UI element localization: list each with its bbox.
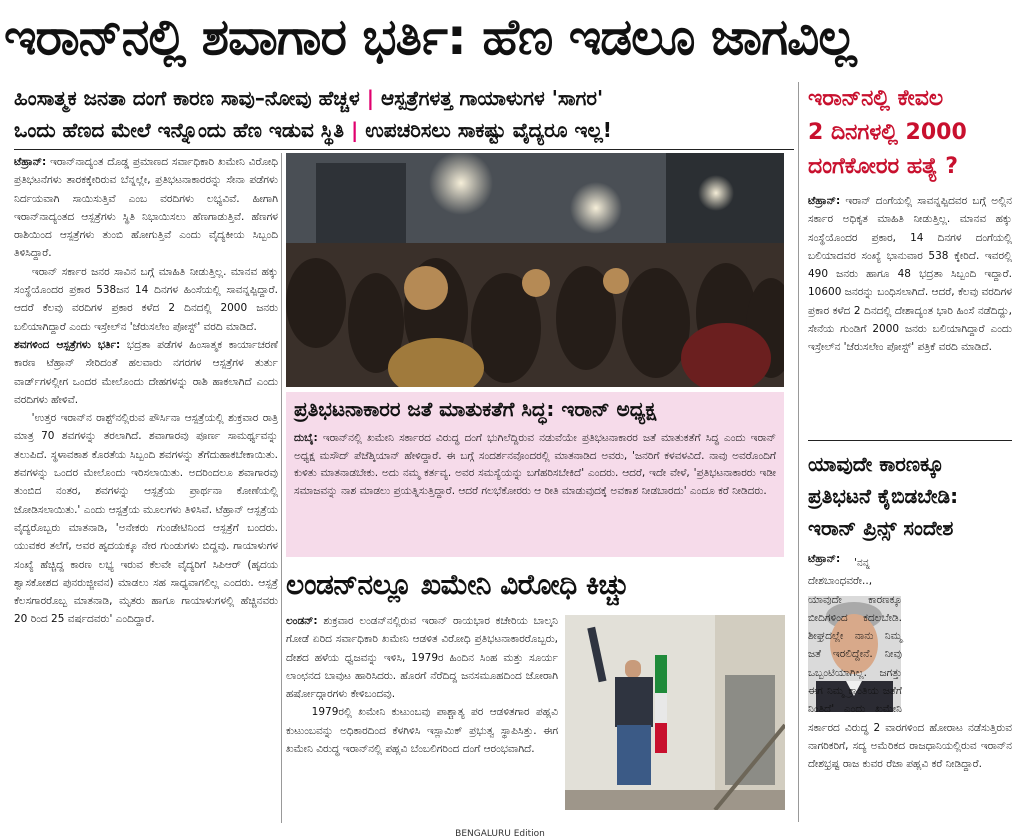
london-p1: ಶುಕ್ರವಾರ ಲಂಡನ್‌ನಲ್ಲಿರುವ ಇರಾನ್ ರಾಯಭಾರ ಕಚೇರಿಯ ಬಾಲ್ಕನಿ ಗೋಡೆ ಏರಿದ ಸರ್ವಾಧಿಕಾರಿ ಖಮೇನಿ ಆಡಳಿತ ವಿರೋಧಿ ಪ್ರತಿಭಟನಾಕಾರರೊಬ್ಬರು, ದೇಶದ ಹಳೆಯ ಧ್ವಜವನ್ನು ಇಳಿಸಿ, 1979ರ ಹಿಂದಿನ ಸಿಂಹ ಮತ್ತು ಸೂರ್ಯ ಲಾಂಛನದ ಬಾವುಟ ಹಾರಿಸಿದರು. ಹೊರಗೆ ನೆರೆದಿದ್ದ ಜನಸಮೂಹದಿಂದ ಜೋರಾಗಿ ಹರ್ಷೋದ್ಗಾರಗಳು ಕೇಳಿಬಂದವು. — [286, 615, 558, 701]
deck-separator: | — [350, 118, 359, 142]
main-headline: ಇರಾನ್‌ನಲ್ಲಿ ಶವಾಗಾರ ಭರ್ತಿ: ಹೆಣ ಇಡಲೂ ಜಾಗವಿಲ್ಲ — [4, 8, 856, 66]
embassy-protest-illustration — [565, 615, 785, 810]
london-p2: 1979ರಲ್ಲಿ ಖಮೇನಿ ಕುಟುಂಬವು ಪಾಶ್ಚಾತ್ಯ ಪರ ಆಡಳಿತಗಾರ ಪಹ್ಲವಿ ಕುಟುಂಬವನ್ನು ಅಧಿಕಾರದಿಂದ ಕೆಳಗಿಳಿಸಿ ಇಸ್ಲಾಮಿಕ್ ಪ್ರಭುತ್ವ ಸ್ಥಾಪಿಸಿತ್ತು. ಈಗ ಖಮೇನಿ ವಿರುದ್ಧ ಇರಾನ್‌ನಲ್ಲಿ ಪಹ್ಲವಿ ಬೆಂಬಲಿಗರಿಂದ ದಂಗೆ ಆರಂಭವಾಗಿದೆ. — [286, 706, 558, 756]
embassy-protest-photo — [565, 615, 785, 810]
sidebar-top-headline-line1: ಇರಾನ್‌ನಲ್ಲಿ ಕೇವಲ — [808, 86, 944, 111]
deck-line-2b: ಉಪಚರಿಸಲು ಸಾಕಷ್ಟು ವೈದ್ಯರೂ ಇಲ್ಲ! — [365, 118, 612, 142]
sidebar-divider — [798, 82, 799, 822]
sidebar-bottom-dateline: ಟೆಹ್ರಾನ್: — [808, 553, 841, 565]
main-article-p1: ಇರಾನ್‌ನಾದ್ಯಂತ ದೊಡ್ಡ ಪ್ರಮಾಣದ ಸರ್ವಾಧಿಕಾರಿ ಖಮೇನಿ ವಿರೋಧಿ ಪ್ರತಿಭಟನೆಗಳು ತಾರಕಕ್ಕೇರಿರುವ ಬೆನ್ನಲ್ಲೇ, ಪ್ರತಿಭಟನಾಕಾರರನ್ನು ಸೇನಾ ಪಡೆಗಳು ನಿರ್ದಯವಾಗಿ ಸಾಯಿಸುತ್ತಿವೆ ಎಂಬ ವರದಿಗಳು ಲಭ್ಯವಿವೆ. ಹೀಗಾಗಿ ಇರಾನ್‌ನಾದ್ಯಂತದ ಆಸ್ಪತ್ರೆಗಳು ಸ್ಥಿತಿ ನಿಭಾಯಿಸಲು ಹೆಣಗಾಡುತ್ತಿವೆ. ಹೆಣಗಳ ರಾಶಿಯಿಂದ ಆಸ್ಪತ್ರೆಗಳು ತುಂಬಿ ಹೋಗುತ್ತಿವೆ ಎಂದು ವೈದ್ಯಕೀಯ ಸಿಬ್ಬಂದಿ ತಿಳಿಸಿದ್ದಾರೆ. — [14, 156, 278, 260]
sidebar-rule — [808, 440, 1012, 441]
box-dateline: ದುಬೈ: — [294, 432, 318, 444]
sidebar-bottom-headline-line1: ಯಾವುದೇ ಕಾರಣಕ್ಕೂ — [808, 452, 944, 476]
deck-line-2a: ಒಂದು ಹೆಣದ ಮೇಲೆ ಇನ್ನೊಂದು ಹೆಣ ಇಡುವ ಸ್ಥಿತಿ — [14, 118, 344, 142]
deck-line-1b: ಆಸ್ಪತ್ರೆಗಳತ್ತ ಗಾಯಾಳುಗಳ 'ಸಾಗರ' — [380, 86, 604, 110]
main-article-column — [14, 153, 278, 829]
main-article-p2: ಇರಾನ್ ಸರ್ಕಾರ ಜನರ ಸಾವಿನ ಬಗ್ಗೆ ಮಾಹಿತಿ ನೀಡುತ್ತಿಲ್ಲ. ಮಾನವ ಹಕ್ಕು ಸಂಸ್ಥೆಯೊಂದರ ಪ್ರಕಾರ 538ಜನ 14 ದಿನಗಳ ಹಿಂಸೆಯಲ್ಲಿ ಸಾವನ್ನಪ್ಪಿದ್ದಾರೆ. ಆದರೆ ಕೆಲವು ವರದಿಗಳ ಪ್ರಕಾರ ಕಳೆದ 2 ದಿನದಲ್ಲಿ 2000 ಜನರು ಬಲಿಯಾಗಿದ್ದಾರೆ ಎಂದು ಇಸ್ರೇಲ್‌ನ 'ಜೆರುಸಲೇಂ ಪೋಸ್ಟ್' ವರದಿ ಮಾಡಿದೆ. — [14, 265, 278, 333]
deck-separator: | — [366, 86, 375, 110]
sidebar-top-headline-line3: ದಂಗೆಕೋರರ ಹತ್ಯೆ ? — [808, 154, 959, 179]
sidebar-top-article — [808, 192, 1012, 432]
sidebar-top-dateline: ಟೆಹ್ರಾನ್: — [808, 195, 841, 207]
sidebar-bottom-article — [808, 554, 1012, 824]
box-title: ಪ್ರತಿಭಟನಾಕಾರರ ಜತೆ ಮಾತುಕತೆಗೆ ಸಿದ್ಧ: ಇರಾನ್ ಅಧ್ಯಕ್ಷ — [294, 397, 657, 421]
london-article — [286, 612, 558, 824]
sidebar-bottom-headline — [808, 448, 1020, 548]
main-article-p3: ಭದ್ರತಾ ಪಡೆಗಳ ಹಿಂಸಾತ್ಮಕ ಕಾರ್ಯಾಚರಣೆ ಕಾರಣ ಟೆಹ್ರಾನ್ ಸೇರಿದಂತೆ ಹಲವಾರು ನಗರಗಳ ಆಸ್ಪತ್ರೆಗಳ ತುರ್ತು ವಾರ್ಡ್‌ಗಳಲ್ಲೀಗ ಒಂದರ ಮೇಲೊಂದು ದೇಹಗಳನ್ನು ರಾಶಿ ಹಾಕಲಾಗಿದೆ ಎಂದು ವರದಿಗಳು ಹೇಳಿವೆ. — [14, 338, 278, 406]
deck-line-1 — [14, 82, 804, 114]
sidebar-top-headline-line2: 2 ದಿನಗಳಲ್ಲಿ 2000 — [808, 120, 967, 145]
deck-line-1a: ಹಿಂಸಾತ್ಮಕ ಜನತಾ ದಂಗೆ ಕಾರಣ ಸಾವು–ನೋವು ಹೆಚ್ಚಳ — [14, 86, 360, 110]
sidebar-top-body: ಇರಾನ್ ದಂಗೆಯಲ್ಲಿ ಸಾವನ್ನಪ್ಪಿದವರ ಬಗ್ಗೆ ಅಲ್ಲಿನ ಸರ್ಕಾರ ಅಧಿಕೃತ ಮಾಹಿತಿ ನೀಡುತ್ತಿಲ್ಲ. ಮಾನವ ಹಕ್ಕು ಸಂಸ್ಥೆಯೊಂದರ ಪ್ರಕಾರ, 14 ದಿನಗಳ ದಂಗೆಯಲ್ಲಿ ಬಲಿಯಾದವರ ಸಂಖ್ಯೆ ಭಾನುವಾರ 538 ಕ್ಕೇರಿದೆ. ಇವರಲ್ಲಿ 490 ಜನರು ಹಾಗೂ 48 ಭದ್ರತಾ ಸಿಬ್ಬಂದಿ ಇದ್ದಾರೆ. 10600 ಜನರನ್ನು ಬಂಧಿಸಲಾಗಿದೆ. ಆದರೆ, ಕೆಲವು ವರದಿಗಳ ಪ್ರಕಾರ ಕಳೆದ 2 ದಿನದಲ್ಲಿ ದೇಶಾದ್ಯಂತ ಭಾರಿ ಹಿಂಸೆ ನಡೆದಿದ್ದು, ಸೇನೆಯ ಗುಂಡಿಗೆ 2000 ಜನರು ಬಲಿಯಾಗಿದ್ದಾರೆ ಎಂದು ಇಸ್ರೇಲ್‌ನ 'ಜೆರುಸಲೇಂ ಪೋಸ್ಟ್' ಪತ್ರಿಕೆ ವರದಿ ಮಾಡಿದೆ. — [808, 195, 1012, 354]
crowd-photo-illustration — [286, 153, 784, 387]
sidebar-bottom-headline-line2: ಪ್ರತಿಭಟನೆ ಕೈಬಿಡಬೇಡಿ: — [808, 484, 959, 508]
sidebar-top-headline — [808, 82, 1020, 192]
main-article-p4: 'ಉತ್ತರ ಇರಾನ್‌ನ ರಾಶ್ಟ್‌ನಲ್ಲಿರುವ ಪೌರ್ಸಿನಾ ಆಸ್ಪತ್ರೆಯಲ್ಲಿ ಶುಕ್ರವಾರ ರಾತ್ರಿ ಮಾತ್ರ 70 ಶವಗಳನ್ನು ತರಲಾಗಿದೆ. ಶವಾಗಾರವು ಪೂರ್ಣ ಸಾಮರ್ಥ್ಯವನ್ನು ತಲುಪಿದೆ. ಸ್ಥಳಾವಕಾಶ ಕೊರತೆಯ ಸಿಬ್ಬಂದಿ ಶವಗಳನ್ನು ತೆಗೆದುಹಾಕಬೇಕಾಯಿತು. ಶವಗಳನ್ನು ಒಂದರ ಮೇಲೊಂದು ಇರಿಸಲಾಯಿತು. ಅದರಿಂದಲೂ ಶವಾಗಾರವು ತುಂಬಿದ ನಂತರ, ಶವಗಳನ್ನು ಆಸ್ಪತ್ರೆಯ ಪ್ರಾರ್ಥನಾ ಕೋಣೆಯಲ್ಲಿ ಜೋಡಿಸಲಾಯಿತು.' ಎಂದು ಆಸ್ಪತ್ರೆಯ ಮೂಲಗಳು ತಿಳಿಸಿವೆ. ಟೆಹ್ರಾನ್ ಆಸ್ಪತ್ರೆಯ ವೈದ್ಯರೊಬ್ಬರು ಮಾತನಾಡಿ, 'ಅನೇಕರು ಗುಂಡೇಟಿನಿಂದ ಆಸ್ಪತ್ರೆಗೆ ಬಂದರು. ಯುವಕರ ತಲೆಗೆ, ಅವರ ಹೃದಯಕ್ಕೂ ನೇರ ಗುಂಡುಗಳು ಬಿದ್ದವು. ಗಾಯಾಳುಗಳ ಸಂಖ್ಯೆ ಹೆಚ್ಚಿದ್ದ ಕಾರಣ ಲಭ್ಯ ಇರುವ ಕೆಲವೇ ವೈದ್ಯರಿಗೆ ಸಿಪಿಆರ್ (ಹೃದಯ ಶ್ವಾಸಕೋಶದ ಪುನರುಜ್ಜೀವನ) ಮಾಡಲು ಸಹ ಸಾಧ್ಯವಾಗಲಿಲ್ಲ ಎಂದರು. ಆಸ್ಪತ್ರೆ ಕೆಲಸಗಾರರೊಬ್ಬ ಮಾತನಾಡಿ, ಮೃತರು ಹಾಗೂ ಗಾಯಾಳುಗಳಲ್ಲಿ ಹೆಚ್ಚಿನವರು 20 ರಿಂದ 25 ವರ್ಷದವರು' ಎಂದಿದ್ದಾರೆ. — [14, 412, 278, 626]
subhead-lead: ಶವಗಳಿಂದ ಆಸ್ಪತ್ರೆಗಳು ಭರ್ತಿ: — [14, 338, 121, 351]
president-talks-box — [286, 392, 784, 557]
deck-rule — [14, 149, 794, 150]
column-divider — [281, 153, 282, 823]
edition-footer: BENGALURU Edition — [455, 829, 545, 839]
box-body — [286, 426, 784, 504]
dateline: ಟೆಹ್ರಾನ್: — [14, 156, 47, 168]
london-headline: ಲಂಡನ್‌ನಲ್ಲೂ ಖಮೇನಿ ವಿರೋಧಿ ಕಿಚ್ಚು — [286, 568, 629, 601]
sidebar-bottom-body: 'ನನ್ನ ದೇಶಬಾಂಧವರೇ.., ಯಾವುದೇ ಕಾರಣಕ್ಕೂ ಬೀದಿಗಳಿಂದ ಕದಲಬೇಡಿ. ಶೀಘ್ರದಲ್ಲೇ ನಾನು ನಿಮ್ಮ ಜತೆ ಇರಲಿದ್ದೇನೆ. ನೀವು ಒಬ್ಬಂಟಿಯಾಗಿಲ್ಲ. ಜಗತ್ತು ಈಗ ನಿಮ್ಮ ಕ್ರಾಂತಿಯ ಜತೆಗೆ ನಿಂತಿದೆ' ಎಂದು ಖಮೇನಿ ಸರ್ಕಾರದ ವಿರುದ್ಧ 2 ವಾರಗಳಿಂದ ಹೋರಾಟ ನಡೆಸುತ್ತಿರುವ ನಾಗರಿಕರಿಗೆ, ಸದ್ಯ ಅಮೆರಿಕದ ರಾಜಧಾನಿಯಲ್ಲಿರುವ ಇರಾನ್‌ನ ದೇಶಭ್ರಷ್ಟ ರಾಜ ಕುವರ ರೆಜಾ ಪಹ್ಲವಿ ಕರೆ ನೀಡಿದ್ದಾರೆ. — [808, 557, 1012, 771]
deck-line-2 — [14, 114, 804, 146]
crowd-photo — [286, 153, 784, 387]
sidebar-bottom-headline-line3: ಇರಾನ್ ಪ್ರಿನ್ಸ್ ಸಂದೇಶ — [808, 516, 954, 540]
london-dateline: ಲಂಡನ್: — [286, 615, 318, 627]
box-text: ಇರಾನ್‌ನಲ್ಲಿ ಖಮೇನಿ ಸರ್ಕಾರದ ವಿರುದ್ಧ ದಂಗೆ ಭುಗಿಲೆದ್ದಿರುವ ನಡುವೆಯೇ ಪ್ರತಿಭಟನಾಕಾರರ ಜತೆ ಮಾತುಕತೆಗೆ ಸಿದ್ಧ ಎಂದು ಇರಾನ್ ಅಧ್ಯಕ್ಷ ಮಸೌದ್ ಪೆಜೆಶ್ಕಿಯಾನ್ ಹೇಳಿದ್ದಾರೆ. ಈ ಬಗ್ಗೆ ಸಂದರ್ಶನವೊಂದರಲ್ಲಿ ಮಾತನಾಡಿದ ಅವರು, 'ಜನರಿಗೆ ಕಳವಳವಿದೆ. ನಾವು ಅವರೊಂದಿಗೆ ಕುಳಿತು ಮಾತನಾಡಬೇಕು. ಅದು ನಮ್ಮ ಕರ್ತವ್ಯ. ಅವರ ಸಮಸ್ಯೆಯನ್ನು ಬಗೆಹರಿಸಬೇಕಿದೆ' ಎಂದರು. ಆದರೆ, ಇದೇ ವೇಳೆ, 'ಪ್ರತಿಭಟನಾಕಾರರು ಇಡೀ ಸಮಾಜವನ್ನು ನಾಶ ಮಾಡಲು ಪ್ರಯತ್ನಿಸುತ್ತಿದ್ದಾರೆ. ಆದರೆ ಗಲಭೆಕೋರರು ಆ ರೀತಿ ಮಾಡುವುದಕ್ಕೆ ಅವಕಾಶ ನೀಡಬಾರದು' ಎಂದೂ ಕರೆ ನೀಡಿದರು. — [294, 432, 776, 497]
